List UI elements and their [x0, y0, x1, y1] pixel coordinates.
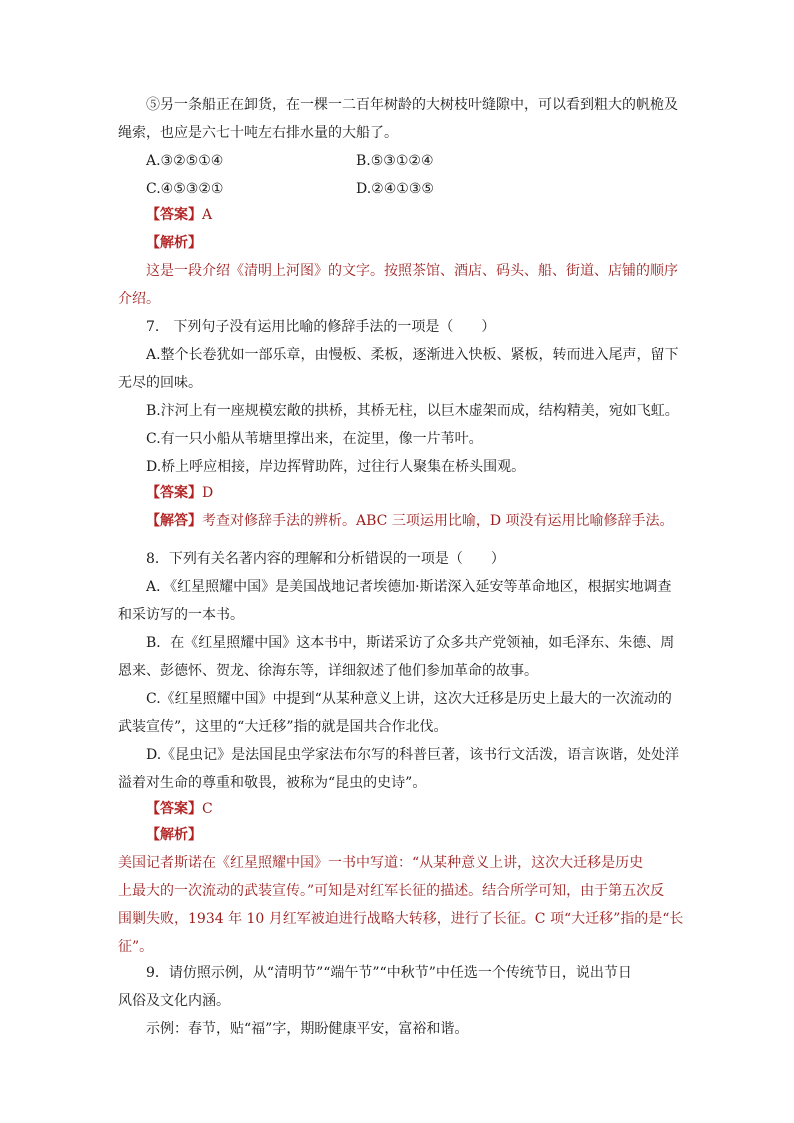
answer-value: D [202, 485, 214, 501]
q7-answer [146, 484, 213, 502]
q9-stem-line2: 风俗及文化内涵。 [118, 993, 230, 1009]
q7-option-b: B.汴河上有一座规模宏敞的拱桥，其桥无柱，以巨木虚架而成，结构精美，宛如飞虹。 [146, 403, 679, 419]
q8-option-c-line2: 武装宣传”，这里的“大迁移”指的就是国共合作北伐。 [118, 719, 448, 735]
q9-stem-line1: 9．请仿照示例，从“清明节”“端午节”“中秋节”中任选一个传统节日，说出节日 [146, 965, 632, 981]
q7-option-a-line1: A.整个长卷犹如一部乐章，由慢板、柔板，逐渐进入快板、紧板，转而进入尾声，留下 [146, 347, 679, 363]
q7-option-d: D.桥上呼应相接，岸边挥臂助阵，过往行人聚集在桥头围观。 [146, 459, 526, 475]
q8-option-d-line1: D.《昆虫记》是法国昆虫学家法布尔写的科普巨著，该书行文活泼，语言诙谐，处处洋 [146, 747, 680, 763]
q8-analysis-line1: 美国记者斯诺在《红星照耀中国》一书中写道：“从某种意义上讲，这次大迁移是历史 [118, 855, 644, 871]
q6-item5-line2: 绳索，也应是六七十吨左右排水量的大船了。 [118, 125, 398, 141]
q7-option-c: C.有一只小船从苇塘里撑出来，在淀里，像一片苇叶。 [146, 431, 483, 447]
answer-value: C [202, 801, 213, 817]
q8-option-a-line1: A．《红星照耀中国》是美国战地记者埃德加·斯诺深入延安等革命地区，根据实地调查 [146, 579, 672, 595]
q6-option-c: C.④⑤③②① [146, 181, 224, 197]
answer-tag: 【答案】 [146, 801, 202, 817]
answer-value: A [202, 207, 213, 223]
answer-tag: 【答案】 [146, 207, 202, 223]
q8-answer [146, 800, 213, 818]
q6-analysis-line2: 介绍。 [118, 291, 160, 307]
q8-option-a-line2: 和采访写的一本书。 [118, 607, 244, 623]
q6-analysis-tag: 【解析】 [146, 235, 202, 251]
explain-tag: 【解答】 [146, 513, 202, 529]
q6-answer [146, 206, 212, 224]
q8-option-c-line1: C.《红星照耀中国》中提到“从某种意义上讲，这次大迁移是历史上最大的一次流动的 [146, 691, 672, 707]
q8-option-d-line2: 溢着对生命的尊重和敬畏，被称为“昆虫的史诗”。 [118, 775, 427, 791]
q8-analysis-line3: 围剿失败，1934 年 10 月红军被迫进行战略大转移，进行了长征。C 项“大迁移”指的是“长 [118, 911, 684, 927]
q8-analysis-line2: 上最大的一次流动的武装宣传。”可知是对红军长征的描述。结合所学可知，由于第五次反 [118, 883, 665, 899]
q8-analysis-line4: 征”。 [118, 939, 154, 955]
explain-text: 考查对修辞手法的辨析。ABC 三项运用比喻，D 项没有运用比喻修辞手法。 [202, 513, 674, 529]
q7-option-a-line2: 无尽的回味。 [118, 375, 202, 391]
q7-stem: 7. 下列句子没有运用比喻的修辞手法的一项是（ ） [146, 319, 496, 335]
q8-stem: 8．下列有关名著内容的理解和分析错误的一项是（ ） [146, 551, 505, 567]
q8-analysis-tag: 【解析】 [146, 827, 202, 843]
answer-tag: 【答案】 [146, 485, 202, 501]
q6-option-d: D.②④①③⑤ [356, 181, 434, 197]
q8-option-b-line2: 恩来、彭德怀、贺龙、徐海东等，详细叙述了他们参加革命的故事。 [118, 663, 538, 679]
q6-option-b: B.⑤③①②④ [356, 153, 434, 169]
q6-analysis-line1: 这是一段介绍《清明上河图》的文字。按照茶馆、酒店、码头、船、街道、店铺的顺序 [146, 263, 678, 279]
q8-option-b-line1: B．在《红星照耀中国》这本书中，斯诺采访了众多共产党领袖，如毛泽东、朱德、周 [146, 635, 675, 651]
q6-option-a: A.③②⑤①④ [146, 153, 224, 169]
q9-example: 示例：春节，贴“福”字，期盼健康平安，富裕和谐。 [146, 1021, 469, 1037]
q7-explanation [146, 512, 674, 530]
q6-item5-line1: ⑤另一条船正在卸货，在一棵一二百年树龄的大树枝叶缝隙中，可以看到粗大的帆桅及 [146, 97, 678, 113]
